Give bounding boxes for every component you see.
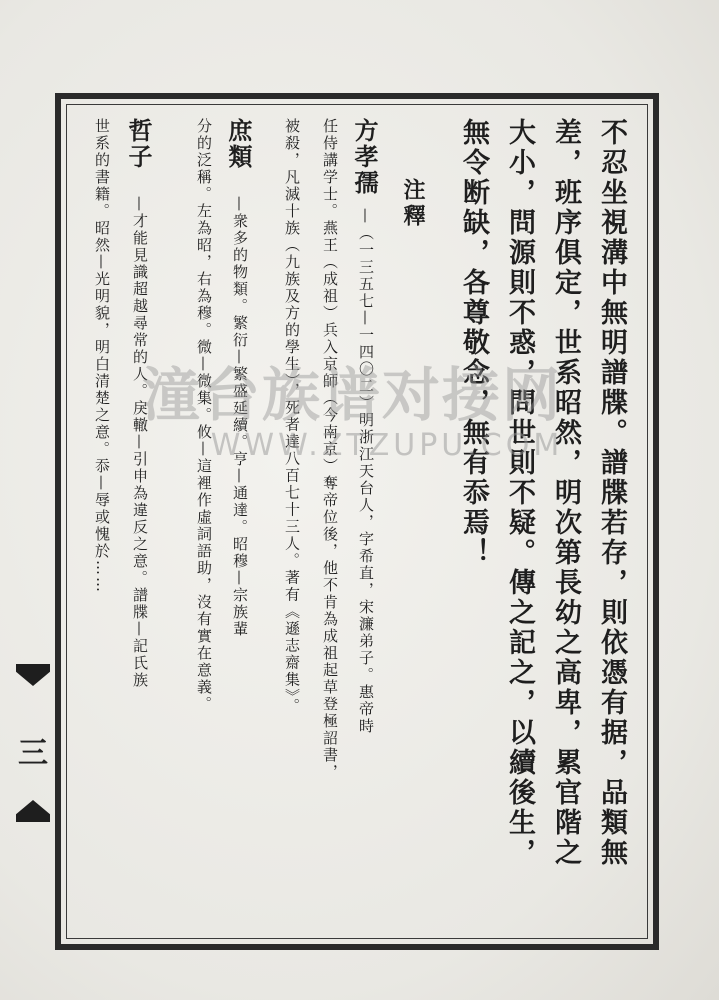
note-line: —衆多的物類。繁衍—繁盛延續。亨—通達。昭穆—宗族輩 — [231, 196, 249, 638]
note-line: —才能見識超越尋常的人。戾轍—引申為違反之意。譜牒—記氏族 — [131, 196, 149, 689]
note-line: 分的泛稱。左為昭，右為穆。微—微集。攸—這裡作虛詞語助，沒有實在意義。 — [195, 118, 213, 713]
note-line: —（一三五七—一四〇二）明浙江天台人，字希直，宋濂弟子。惠帝時 — [357, 208, 375, 735]
main-text-line-2: 差，班序俱定，世系昭然，明次第長幼之高卑，累官階之 — [550, 118, 581, 868]
watermark-text: 潼台族谱对接网 — [141, 361, 562, 429]
main-text-line-3: 大小，問源則不惑，問世則不疑。傳之記之，以續後生， — [504, 118, 535, 868]
main-text-line-4: 無令断缺，各尊敬念，無有忝焉！ — [458, 118, 489, 568]
note-line: 任侍講学士。燕王（成祖）兵入京師（今南京）奪帝位後，他不肯為成祖起草登極詔書， — [321, 118, 339, 781]
note-line: 世系的書籍。昭然—光明貌，明白清楚之意。忝—辱或愧於…… — [93, 118, 111, 594]
page-number: 三 — [18, 736, 48, 771]
note-line: 被殺，凡滅十族（九族及方的學生），死者達八百七十三人。著有《遜志齋集》。 — [283, 118, 301, 715]
note-term-shulei: 庶類 — [224, 118, 253, 170]
note-term-zhezi: 哲子 — [124, 118, 153, 170]
notes-heading: 注釋 — [400, 178, 426, 230]
watermark-url: WWW.ZTZUPU.COM — [210, 428, 564, 463]
main-text-line-1: 不忍坐視溝中無明譜牒。譜牒若存，則依憑有据，品類無 — [596, 118, 627, 868]
note-term-fangxiaoru: 方孝孺 — [350, 118, 379, 196]
